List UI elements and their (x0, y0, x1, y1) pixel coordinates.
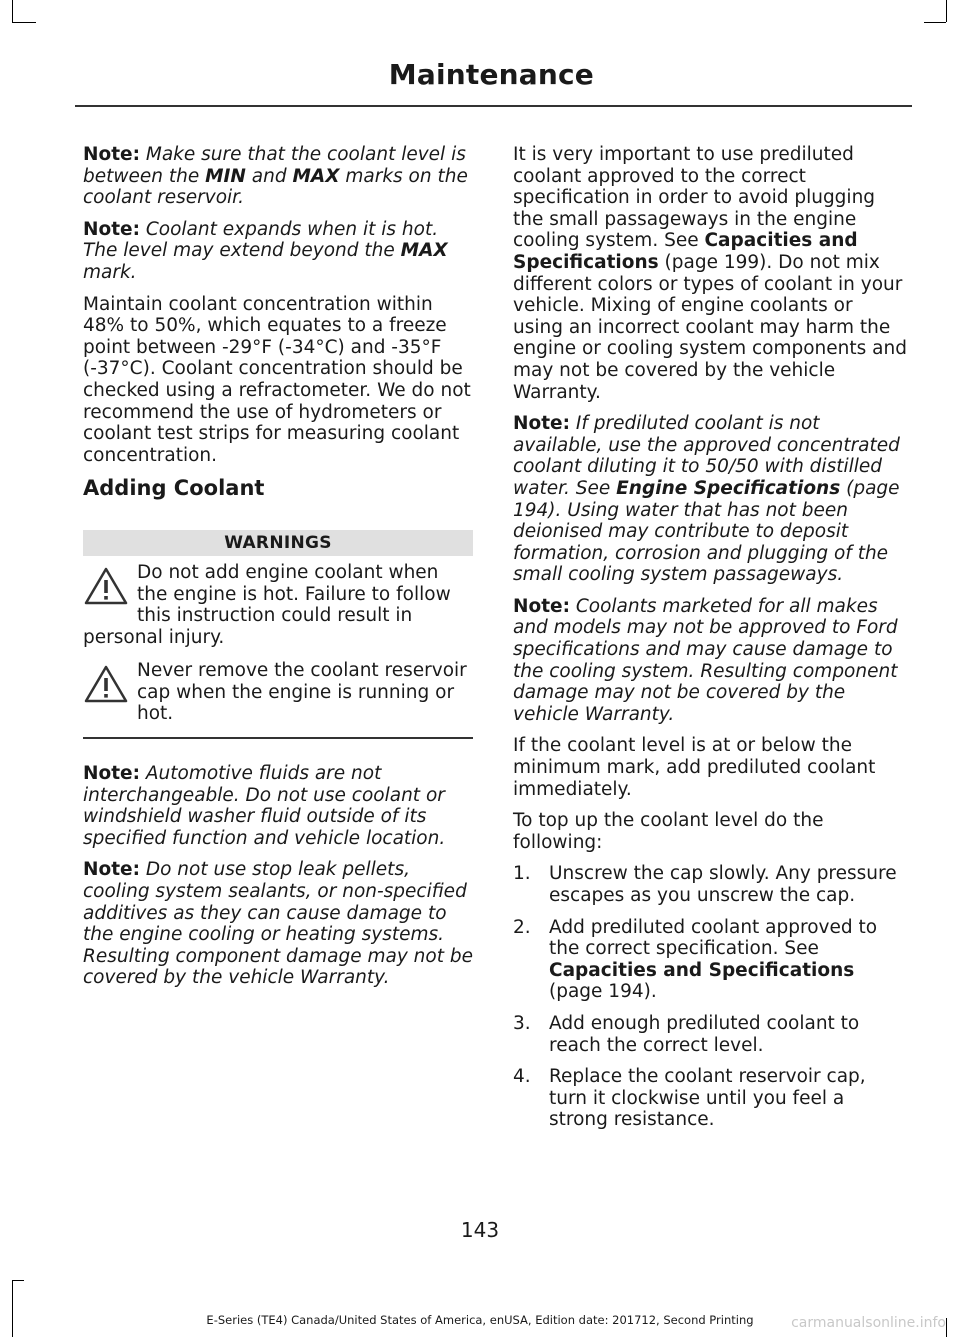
warning-item (83, 660, 473, 725)
note-text: Do not use stop leak pellets, cooling system sealants, or non-specified additives as they can cause damage to the engine cooling or heating systems. Resulting component damage may not be covered by the vehicle Warranty. (83, 859, 473, 989)
watermark: carmanualsonline.info (791, 1315, 946, 1331)
max-mark: MAX (292, 165, 340, 187)
coolant-concentration-paragraph: Maintain coolant concentration within 48% to 50%, which equates to a freeze point between -29°F (-34°C) and -35°F (-37°C). Coolant concentration should be checked using a refractometer. We do not recommend the use of hydrometers or coolant test strips for measuring coolant concentration. (83, 293, 471, 466)
warning-text: Never remove the coolant reservoir cap when the engine is running or hot. (137, 660, 467, 725)
right-column (513, 144, 908, 1141)
step-text: Add prediluted coolant approved to the correct specification. See (549, 916, 878, 960)
list-item (513, 863, 908, 906)
note-text: mark. (83, 261, 137, 283)
paragraph-text: It is very important to use prediluted coolant approved to the correct specification in order to avoid plugging the small passageways in the engine cooling system. See (513, 144, 876, 252)
crop-mark (946, 0, 947, 22)
step-number: 1. (513, 863, 531, 885)
warnings-header: WARNINGS (83, 530, 473, 556)
warning-item (83, 562, 473, 648)
note-concentrated-coolant (513, 413, 908, 586)
note-text: Automotive fluids are not interchangeable. Do not use coolant or windshield washer fluid outside of its specified function and vehicle location. (83, 763, 446, 849)
minimum-mark-paragraph: If the coolant level is at or below the minimum mark, add prediluted coolant immediately. (513, 735, 876, 800)
engine-specifications-link[interactable]: Engine Specifications (616, 477, 841, 499)
note-text: Coolant expands when it is hot. The level may extend beyond the (83, 218, 439, 262)
step-text: Replace the coolant reservoir cap, turn it clockwise until you feel a strong resistance. (549, 1066, 866, 1131)
note-text: Make sure that the coolant level is between the (83, 144, 466, 187)
crop-mark (12, 22, 36, 23)
capacities-specifications-link[interactable]: Capacities and Specifications (549, 959, 855, 981)
header-rule (75, 105, 912, 107)
left-column (83, 144, 473, 999)
note-label: Note: (513, 595, 570, 617)
step-text: Unscrew the cap slowly. Any pressure escapes as you unscrew the cap. (549, 863, 897, 906)
page-number: 143 (460, 1218, 500, 1242)
list-item (513, 1013, 908, 1056)
note-coolants-marketed (513, 596, 908, 726)
step-text: Add enough prediluted coolant to reach the correct level. (549, 1012, 860, 1056)
page-title: Maintenance (388, 58, 594, 91)
warning-triangle-icon (83, 664, 129, 704)
top-up-steps (513, 863, 908, 1131)
note-label: Note: (83, 218, 140, 240)
warning-triangle-icon (83, 566, 129, 606)
warning-text: Do not add engine coolant when the engine is hot. Failure to follow this instruction could result in personal injury. (83, 561, 451, 648)
paragraph-text: (page 199). Do not mix different colors or types of coolant in your vehicle. Mixing of engine coolants or using an incorrect coolant may harm the engine or cooling system components and may not be covered by the vehicle Warranty. (513, 251, 907, 403)
list-item (513, 1066, 908, 1131)
top-up-intro: To top up the coolant level do the following: (513, 810, 824, 853)
section-heading-adding-coolant: Adding Coolant (83, 476, 265, 501)
note-label: Note: (513, 413, 570, 435)
crop-mark (924, 22, 946, 23)
note-label: Note: (83, 859, 140, 881)
note-fluids-interchangeable (83, 763, 473, 849)
step-number: 3. (513, 1012, 531, 1034)
list-item (513, 917, 908, 1003)
step-number: 2. (513, 916, 531, 938)
note-stop-leak (83, 859, 473, 989)
min-mark: MIN (205, 165, 246, 187)
max-mark: MAX (400, 240, 448, 262)
prediluted-coolant-paragraph (513, 144, 908, 403)
step-number: 4. (513, 1066, 531, 1088)
note-text: If prediluted coolant is not available, use the approved concentrated coolant diluting it to 50/50 with distilled water. See (513, 413, 900, 499)
note-text: and (245, 165, 293, 187)
note-text: marks on the coolant reservoir. (83, 165, 468, 209)
crop-mark (12, 0, 13, 22)
capacities-specifications-link[interactable]: Capacities and Specifications (513, 230, 858, 273)
crop-mark (12, 1280, 13, 1337)
step-text: (page 194). (549, 981, 657, 1003)
note-coolant-level (83, 144, 473, 209)
edition-footer: E-Series (TE4) Canada/United States of America, enUSA, Edition date: 201712, Second Printing (206, 1313, 754, 1327)
note-label: Note: (83, 144, 140, 165)
note-coolant-expands (83, 219, 473, 284)
note-text: (page 194). Using water that has not been deionised may contribute to deposit formation, corrosion and plugging of the small cooling system passageways. (513, 477, 900, 586)
note-text: Coolants marketed for all makes and models may not be approved to Ford specifications and may cause damage to the cooling system. Resulting component damage may not be covered by the vehicle Warranty. (513, 595, 898, 725)
note-label: Note: (83, 763, 140, 785)
crop-mark (12, 1280, 24, 1281)
warnings-divider (83, 737, 473, 739)
